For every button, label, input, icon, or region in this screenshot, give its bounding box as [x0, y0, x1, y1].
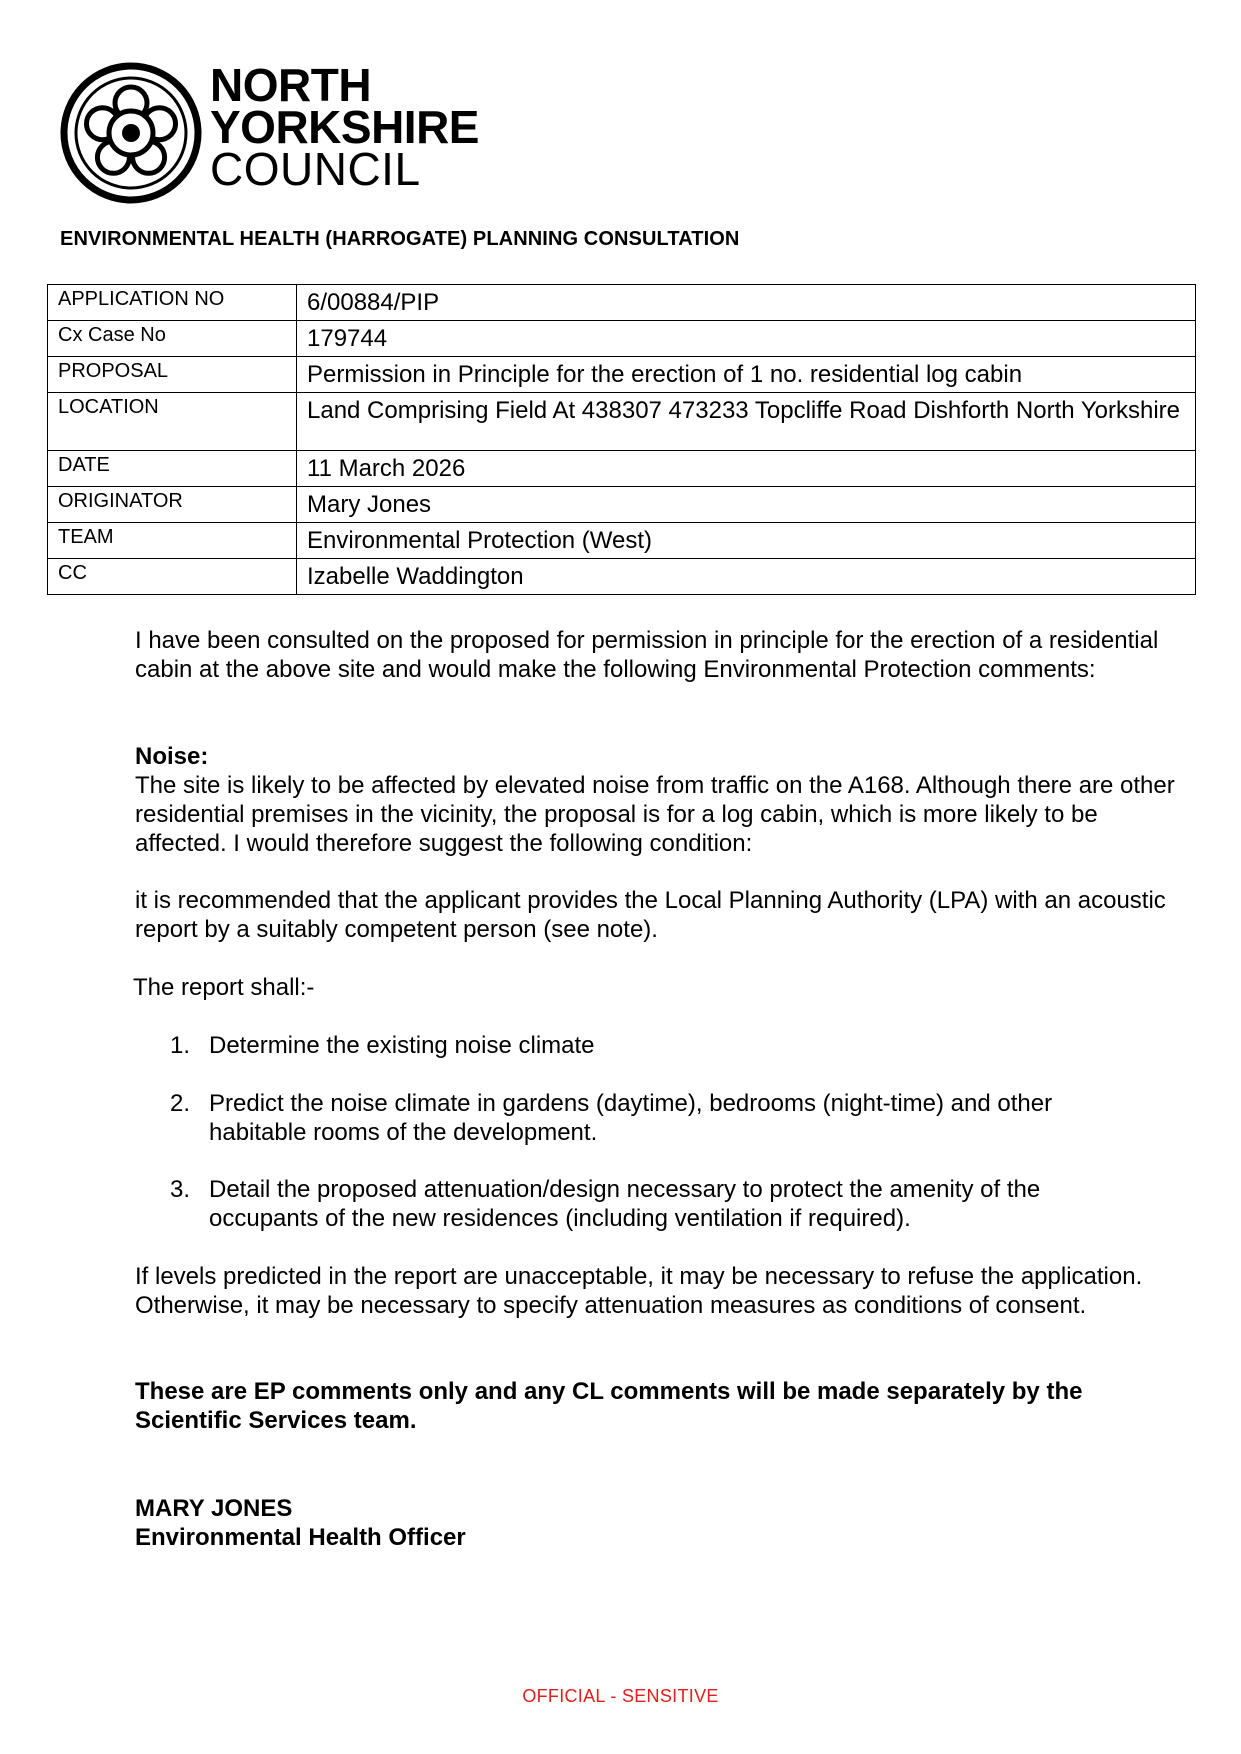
list-text: Determine the existing noise climate	[209, 1032, 595, 1059]
noise-text: The site is likely to be affected by elevated noise from traffic on the A168. Although there are other residential premises in the vicinity, the proposal is for a log cabin, which is more likely to be affected. I would therefore suggest the following condition:	[135, 772, 1175, 857]
list-number: 1.	[170, 1032, 191, 1059]
ep-note-paragraph	[135, 1377, 1175, 1435]
list-item	[170, 1089, 1100, 1147]
wordmark-line-2: YORKSHIRE	[210, 101, 479, 153]
signatory-title: Environmental Health Officer	[135, 1524, 466, 1551]
table-row	[48, 285, 1196, 321]
signature-block	[135, 1494, 1175, 1552]
conclusion-text: If levels predicted in the report are unacceptable, it may be necessary to refuse the application. Otherwise, it may be necessary to specify attenuation measures as conditions of consent.	[135, 1263, 1143, 1319]
table-row	[48, 451, 1196, 487]
row-label: TEAM	[48, 523, 297, 559]
row-label: APPLICATION NO	[48, 285, 297, 321]
council-wordmark	[210, 59, 479, 195]
list-number: 2.	[170, 1090, 191, 1117]
table-row	[48, 559, 1196, 595]
row-value: Land Comprising Field At 438307 473233 Topcliffe Road Dishforth North Yorkshire	[297, 393, 1196, 451]
row-label: PROPOSAL	[48, 357, 297, 393]
list-text: Detail the proposed attenuation/design necessary to protect the amenity of the occupants of the new residences (including ventilation if required).	[209, 1176, 1041, 1232]
list-number: 3.	[170, 1176, 191, 1203]
row-label: Cx Case No	[48, 321, 297, 357]
council-logo	[58, 56, 498, 206]
list-item	[170, 1175, 1100, 1233]
table-row	[48, 321, 1196, 357]
application-details-table	[47, 284, 1196, 595]
row-label: LOCATION	[48, 393, 297, 451]
recommendation-text: it is recommended that the applicant provides the Local Planning Authority (LPA) with an acoustic report by a suitably competent person (see note).	[135, 887, 1166, 943]
report-requirements-list	[170, 1175, 1100, 1233]
noise-heading: Noise:	[135, 743, 209, 770]
row-label: CC	[48, 559, 297, 595]
table-row	[48, 487, 1196, 523]
report-intro-text: The report shall:-	[133, 974, 315, 1001]
noise-section	[135, 742, 1175, 858]
row-value: Mary Jones	[297, 487, 1196, 523]
table-row	[48, 523, 1196, 559]
table-row	[48, 393, 1196, 451]
ep-note-text: These are EP comments only and any CL comments will be made separately by the Scientific Services team.	[135, 1378, 1083, 1434]
intro-paragraph	[135, 626, 1175, 684]
classification-footer: OFFICIAL - SENSITIVE	[522, 1686, 719, 1706]
wordmark-line-3: COUNCIL	[210, 143, 421, 195]
row-value: 179744	[297, 321, 1196, 357]
row-label: ORIGINATOR	[48, 487, 297, 523]
wordmark-line-1: NORTH	[210, 59, 372, 111]
intro-text: I have been consulted on the proposed for permission in principle for the erection of a residential cabin at the above site and would make the following Environmental Protection comments:	[135, 627, 1159, 683]
signatory-name: MARY JONES	[135, 1495, 293, 1522]
row-value: Izabelle Waddington	[297, 559, 1196, 595]
table-row	[48, 357, 1196, 393]
row-value: Permission in Principle for the erection of 1 no. residential log cabin	[297, 357, 1196, 393]
recommendation-paragraph	[135, 886, 1175, 944]
document-title: ENVIRONMENTAL HEALTH (HARROGATE) PLANNING CONSULTATION	[60, 228, 740, 250]
yorkshire-rose-icon	[58, 60, 204, 206]
conclusion-paragraph	[135, 1262, 1175, 1320]
list-item	[170, 1031, 1100, 1060]
row-value: Environmental Protection (West)	[297, 523, 1196, 559]
row-value: 6/00884/PIP	[297, 285, 1196, 321]
report-requirements-list	[170, 1031, 1100, 1060]
report-intro	[133, 973, 1173, 1002]
list-text: Predict the noise climate in gardens (daytime), bedrooms (night-time) and other habitable rooms of the development.	[209, 1090, 1053, 1146]
row-value: 11 March 2026	[297, 451, 1196, 487]
row-label: DATE	[48, 451, 297, 487]
report-requirements-list	[170, 1089, 1100, 1147]
